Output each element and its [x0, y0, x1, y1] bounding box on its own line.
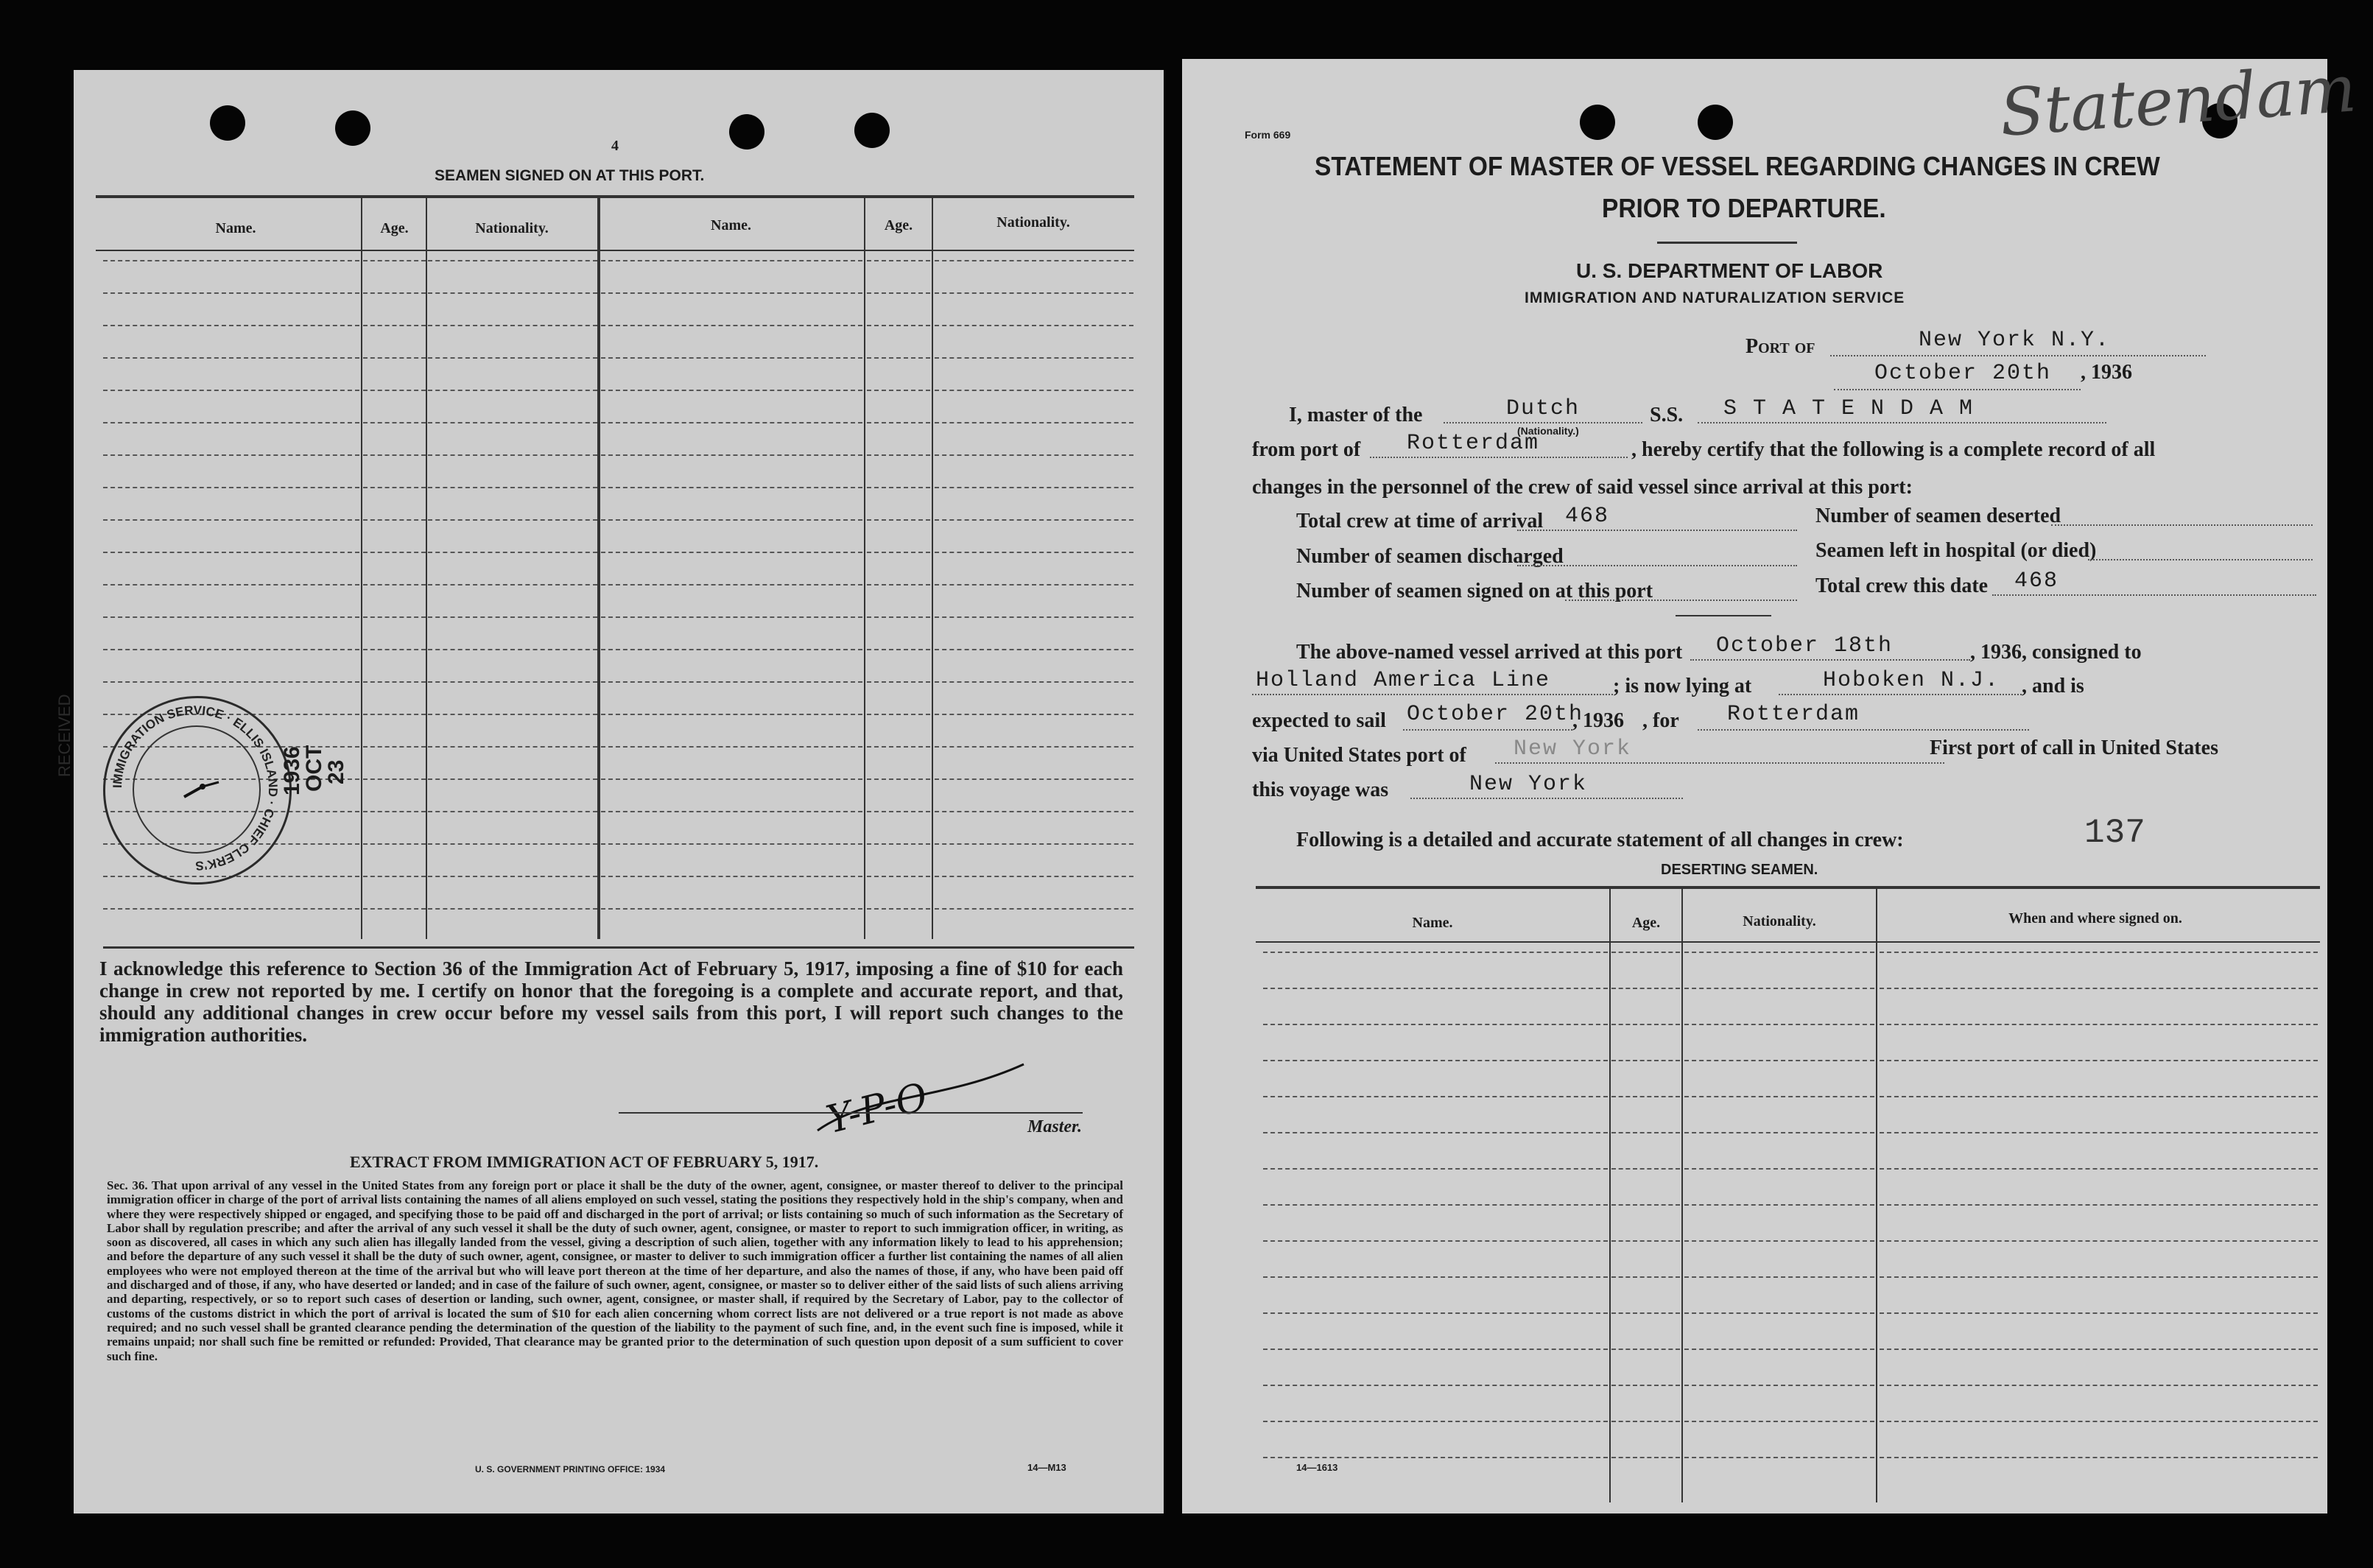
- from-port-label: from port of: [1252, 438, 1361, 461]
- count-label: Number of seamen signed on at this port: [1296, 580, 1653, 602]
- svg-text:IMMIGRATION SERVICE · ELLIS IS: IMMIGRATION SERVICE · ELLIS ISLAND · CHIEF CLERK'S: [110, 703, 281, 873]
- year-value: , 1936: [2081, 361, 2132, 384]
- col-header-age: Age.: [884, 217, 913, 233]
- for-label: , for: [1642, 709, 1679, 732]
- stamp-month: OCT: [302, 745, 326, 792]
- right-form-code: 14—1613: [1296, 1462, 1338, 1473]
- count-label: Number of seamen discharged: [1296, 545, 1564, 568]
- punch-hole: [210, 105, 245, 141]
- count-value: 468: [1565, 504, 1610, 529]
- consignee-value: Holland America Line: [1256, 668, 1551, 693]
- expected-year: , 1936: [1572, 709, 1624, 732]
- deserting-title: DESERTING SEAMEN.: [1661, 862, 1818, 878]
- desert-col-age: Age.: [1631, 915, 1661, 931]
- clock-hand-icon: [180, 773, 225, 803]
- ship-name-value: S T A T E N D A M: [1723, 396, 1975, 421]
- via-value: New York: [1514, 736, 1632, 762]
- and-is-label: , and is: [2022, 675, 2084, 697]
- left-page: [55, 70, 1164, 1513]
- acknowledgment-text: I acknowledge this reference to Section 36 of the Immigration Act of February 5, 1917, imposing a fine of $10 for each change in crew not reported by me. I certify on honor that the foregoing is a complete and accurate report, and that, should any additional changes in crew occur before my vessel sails from this port, I will report such changes to the immigration authorities.: [99, 957, 1123, 1046]
- arrived-year: , 1936, consigned to: [1970, 641, 2142, 664]
- service-label: IMMIGRATION AND NATURALIZATION SERVICE: [1525, 289, 1905, 306]
- date-value: October 20th: [1874, 361, 2052, 386]
- extract-title: EXTRACT FROM IMMIGRATION ACT OF FEBRUARY 5, 1917.: [350, 1153, 819, 1171]
- expected-label: expected to sail: [1252, 709, 1386, 732]
- desert-col-nationality: Nationality.: [1743, 913, 1816, 929]
- punch-hole: [335, 110, 370, 146]
- printer-line: U. S. GOVERNMENT PRINTING OFFICE: 1934: [475, 1464, 666, 1474]
- count-line: [1565, 600, 1797, 601]
- certify-text: , hereby certify that the following is a complete record of all: [1631, 438, 2156, 461]
- handwritten-vessel-name: Statendam: [1997, 50, 2359, 151]
- count-label: Number of seamen deserted: [1815, 504, 2061, 527]
- col-header-name: Name.: [711, 217, 751, 233]
- punch-hole: [729, 114, 764, 150]
- changes-text: changes in the personnel of the crew of said vessel since arrival at this port:: [1252, 476, 1913, 499]
- col-header-nationality: Nationality.: [996, 214, 1070, 231]
- count-line: [1517, 565, 1797, 566]
- signature-line: [619, 1112, 1083, 1114]
- from-port-value: Rotterdam: [1407, 431, 1540, 456]
- port-label: Port of: [1746, 335, 1815, 358]
- following-text: Following is a detailed and accurate statement of all changes in crew:: [1296, 829, 1904, 851]
- nationality-note: (Nationality.): [1517, 425, 1579, 437]
- count-line: [1517, 530, 1797, 531]
- stamp-day: 23: [324, 759, 348, 784]
- voyage-value: New York: [1469, 772, 1588, 797]
- col-header-name: Name.: [215, 220, 256, 236]
- handwritten-number: 137: [2084, 814, 2145, 852]
- desert-col-name: Name.: [1412, 915, 1453, 931]
- stamp-year: 1936: [280, 746, 304, 795]
- col-header-age: Age.: [380, 220, 409, 236]
- count-value: 468: [2014, 569, 2059, 594]
- form-title-line2: PRIOR TO DEPARTURE.: [1602, 193, 1886, 223]
- expected-value: October 20th: [1407, 702, 1584, 727]
- arrived-label: The above-named vessel arrived at this port: [1296, 641, 1683, 664]
- section-title: SEAMEN SIGNED ON AT THIS PORT.: [435, 167, 705, 184]
- punch-hole: [1698, 105, 1733, 140]
- col-header-nationality: Nationality.: [475, 220, 549, 236]
- voyage-label: this voyage was: [1252, 778, 1389, 801]
- ss-label: S.S.: [1650, 404, 1684, 426]
- svg-text:Y-P-O: Y-P-O: [822, 1075, 932, 1143]
- count-line: [2051, 524, 2313, 526]
- punch-hole: [1580, 105, 1615, 140]
- count-label: Total crew this date: [1815, 574, 1989, 597]
- master-signature: [810, 1050, 1031, 1145]
- count-label: Total crew at time of arrival: [1296, 510, 1544, 532]
- via-label: via United States port of: [1252, 744, 1466, 767]
- master-label: Master.: [1027, 1117, 1083, 1136]
- punch-hole: [854, 113, 890, 148]
- master-of-label: I, master of the: [1289, 404, 1423, 426]
- extract-text: Sec. 36. That upon arrival of any vessel in the United States from any foreign port or place it shall be the duty of the owner, agent, consignee, or master thereof to deliver to the principal immigration officer in charge of the port of arrival lists containing the names of all aliens employed on such vessel, stating the positions they respectively hold in the ship's company, when and where they were respectively shipped or engaged, and specifying those to be paid off and discharged in the port of arrival; or lists containing so much of such information as the Secretary of Labor shall by regulation prescribe; and after the arrival of any such vessel it shall be the duty of such owner, agent, consignee, or master to report to such immigration officer, in writing, as soon as discovered, all cases in which any such alien has illegally landed from the vessel, giving a description of such alien, together with any information likely to lead to his apprehension; and before the departure of any such vessel it shall be the duty of such owner, agent, consignee, or master to deliver to such immigration officer a further list containing the names of all alien employees who were not employed thereon at the time of the arrival but who will leave port thereon at the time of her departure, and also the names of those, if any, who have been paid off and discharged and of those, if any, who have deserted or landed; and in case of the failure of such owner, agent, consignee, or master so to deliver either of the said lists of such aliens arriving and departing, respectively, or so to report such cases of desertion or landing, such owner, agent, consignee, or master shall, if required by the Secretary of Labor, pay to the collector of customs of the customs district in which the port of arrival is located the sum of $10 for each alien concerning whom correct lists are not delivered or a true report is not made as above required; and no such vessel shall be granted clearance pending the determination of the question of the liability to the payment of such fine, and, in the event such fine is imposed, while it remains unpaid; nor shall such fine be remitted or refunded: Provided, That clearance may be granted prior to the determination of such question upon deposit of a sum sufficient to cover such fine.: [107, 1178, 1123, 1363]
- first-port-label: First port of call in United States: [1930, 736, 2218, 759]
- arrived-value: October 18th: [1716, 633, 1894, 658]
- form-title-line1: STATEMENT OF MASTER OF VESSEL REGARDING CHANGES IN CREW: [1315, 151, 2160, 181]
- lying-value: Hoboken N.J.: [1823, 668, 2000, 693]
- nationality-value: Dutch: [1506, 396, 1581, 421]
- form-number: Form 669: [1245, 129, 1291, 141]
- stamp-received-label: RECEIVED: [55, 694, 74, 777]
- left-form-code: 14—M13: [1027, 1462, 1066, 1473]
- desert-col-signed-on: When and where signed on.: [2008, 910, 2182, 927]
- count-label: Seamen left in hospital (or died): [1815, 539, 2097, 562]
- count-line: [2088, 559, 2313, 560]
- for-value: Rotterdam: [1727, 702, 1860, 727]
- right-page: [1182, 50, 2359, 1513]
- port-value: New York N.Y.: [1919, 328, 2111, 353]
- lying-label: ; is now lying at: [1613, 675, 1752, 697]
- page-number: 4: [611, 138, 619, 154]
- received-stamp: [55, 681, 368, 946]
- count-line: [1992, 594, 2316, 596]
- department-label: U. S. DEPARTMENT OF LABOR: [1576, 259, 1883, 282]
